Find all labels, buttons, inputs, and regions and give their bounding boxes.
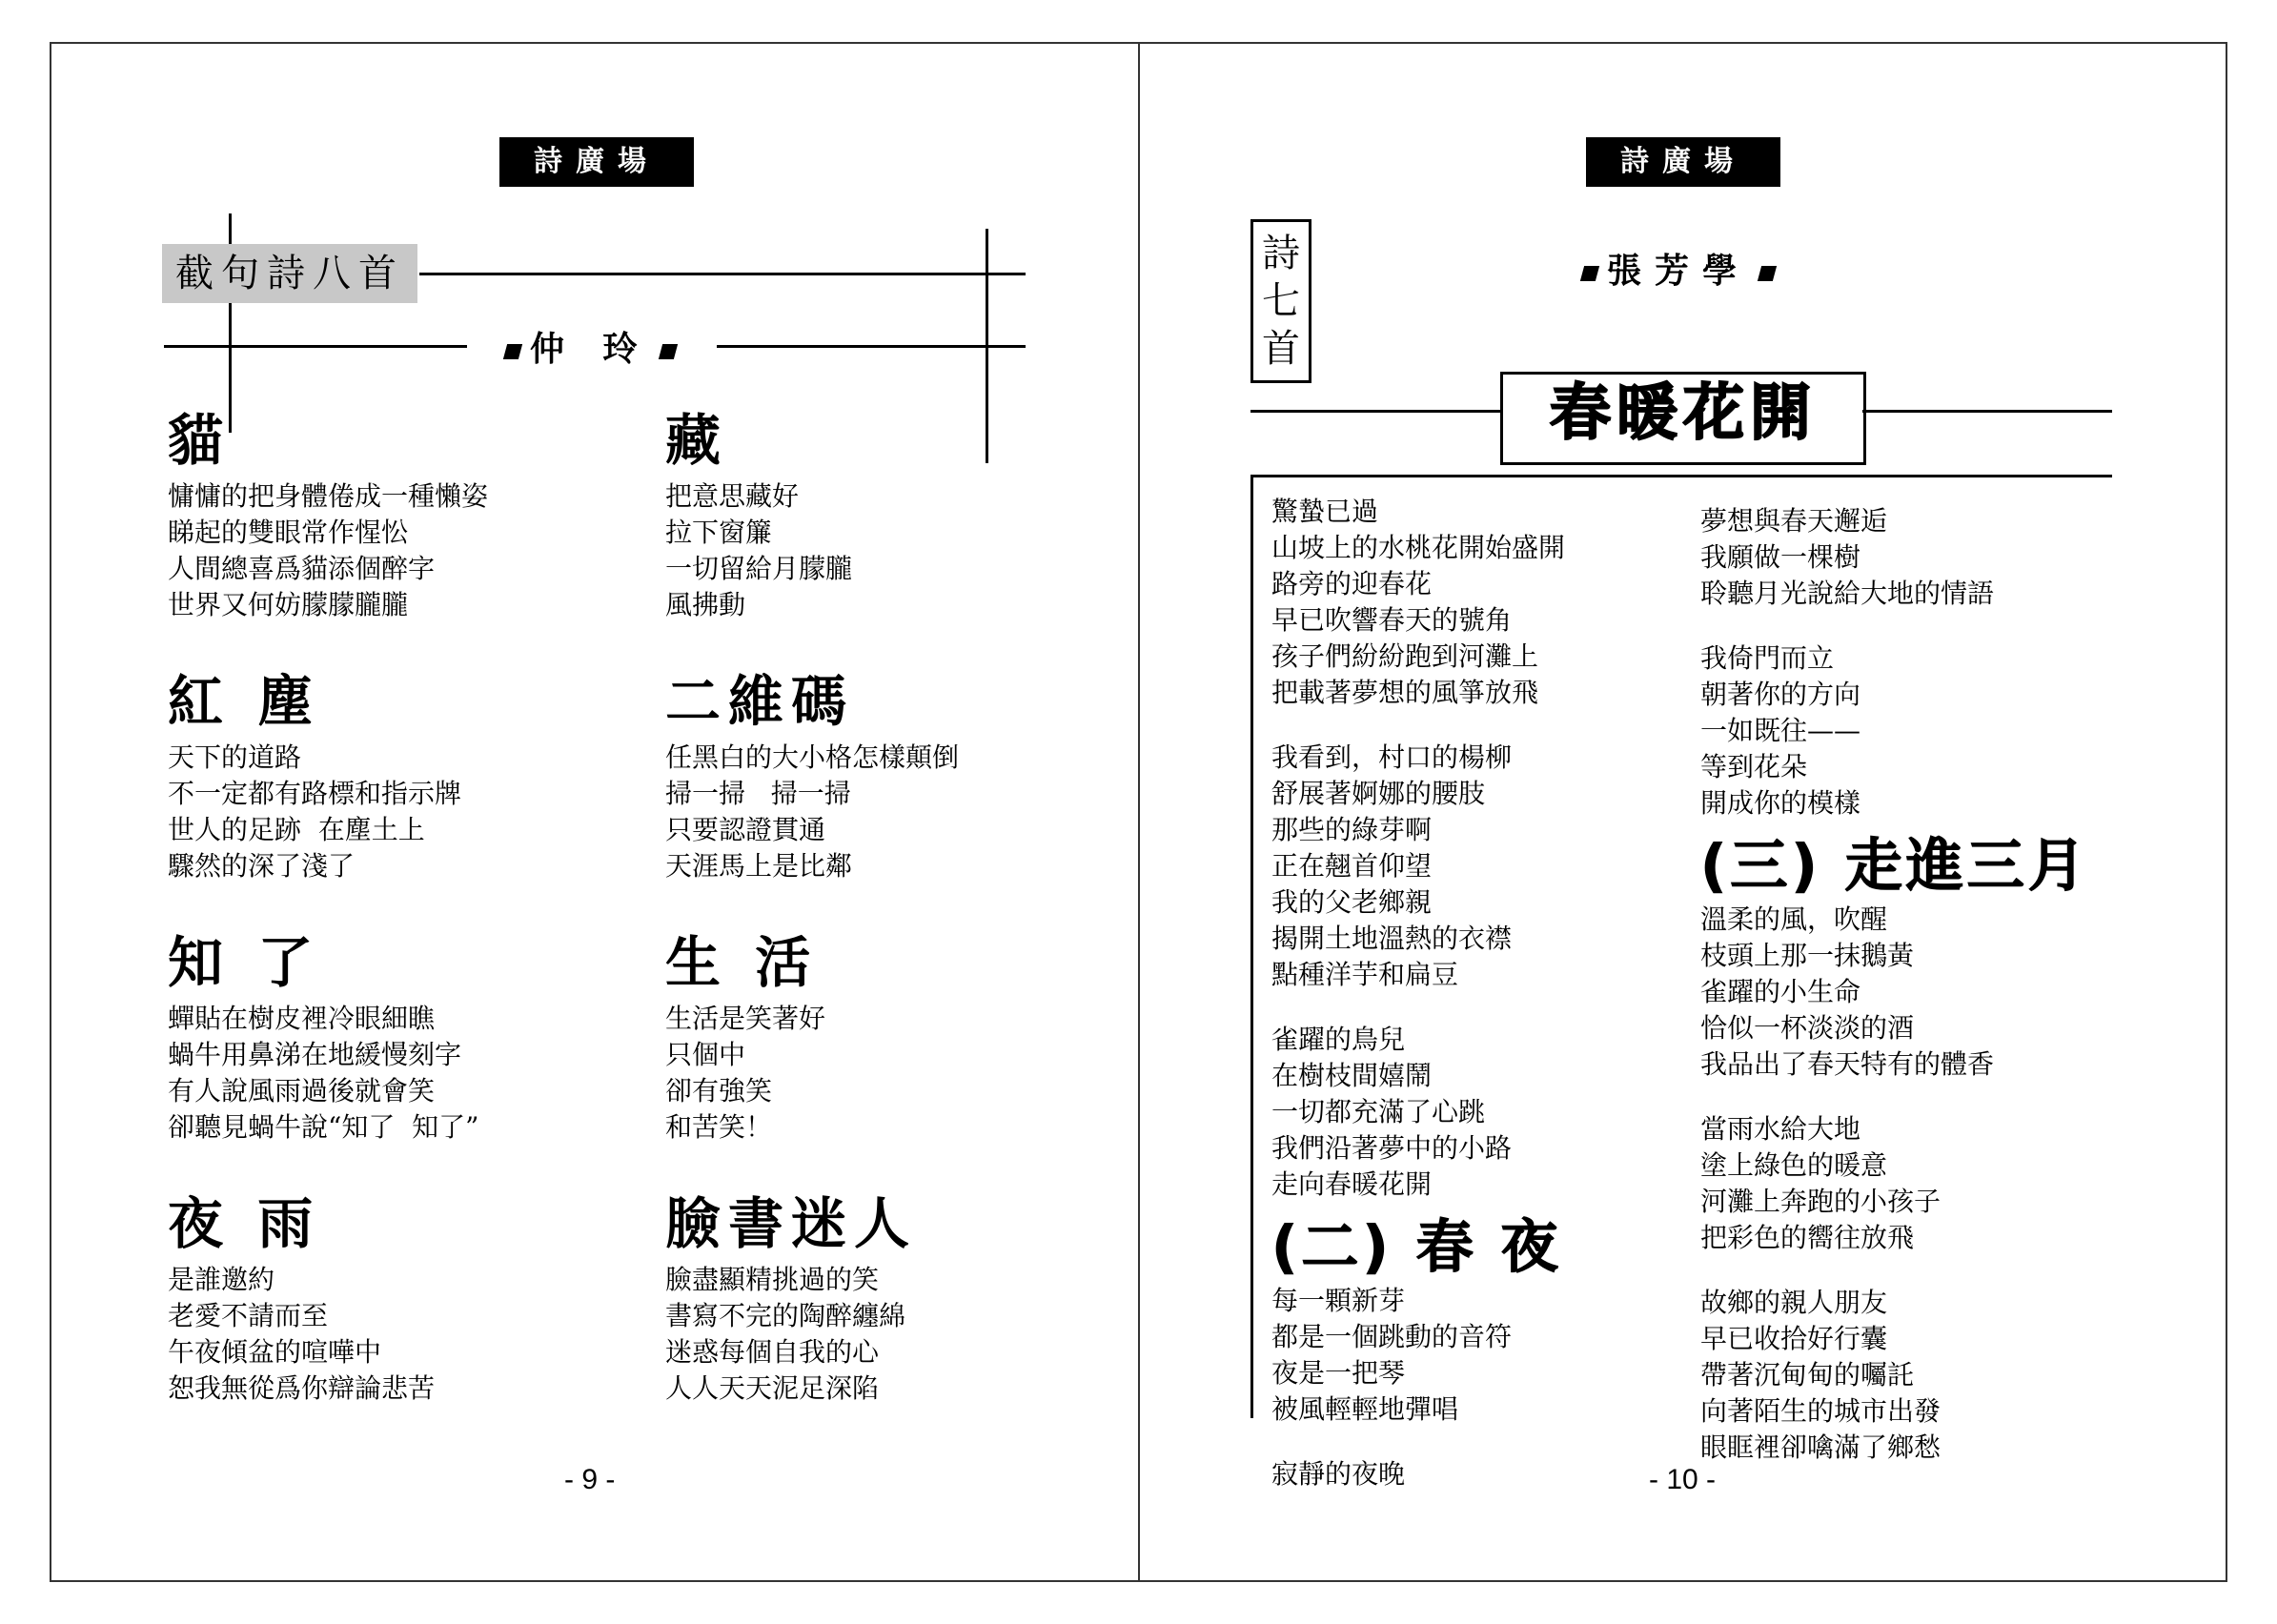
poem-line: 慵慵的把身體倦成一種懶姿 [168, 480, 489, 512]
poem-line: 人人天天泥足深陷 [665, 1372, 880, 1404]
book-spine [1138, 42, 1140, 1582]
poem-body [665, 1001, 825, 1146]
poem-line: 寂靜的夜晚 [1271, 1458, 1406, 1490]
poem-line: 每一顆新芽 [1271, 1285, 1406, 1316]
poem-line: 都是一個跳動的音符 [1271, 1321, 1513, 1352]
poem-line: 等到花朵 [1700, 751, 1808, 782]
poem-line: 當雨水給大地 [1700, 1113, 1861, 1145]
poem-line: 只個中 [665, 1039, 746, 1070]
series-title-char: 首 [1262, 327, 1300, 371]
series-title-char: 詩 [1262, 232, 1300, 275]
poem-line: 午夜傾盆的喧嘩中 [168, 1336, 382, 1368]
poem-line: 帶著沉甸甸的囑託 [1700, 1359, 1915, 1391]
poem-line: 雀躍的小生命 [1700, 976, 1861, 1007]
poem-line: 卻有強笑 [665, 1075, 773, 1106]
poem-line: 我願做一棵樹 [1700, 541, 1861, 573]
poem-line: 早已吹響春天的號角 [1271, 604, 1513, 636]
stanza [1271, 1283, 1565, 1428]
poem-line: 山坡上的水桃花開始盛開 [1271, 532, 1566, 563]
poem-line: 臉盡顯精挑過的笑 [665, 1264, 880, 1295]
poem-line: 聆聽月光說給大地的情語 [1700, 578, 1995, 609]
poem-line: 蟬貼在樹皮裡冷眼細瞧 [168, 1003, 436, 1034]
stanza [1700, 640, 2089, 822]
poem-line: 天下的道路 [168, 741, 302, 773]
header-label-right: 詩廣場 [1586, 137, 1780, 187]
poem-line: 睇起的雙眼常作惺忪 [168, 517, 409, 548]
poem-line: 恰似一杯淡淡的酒 [1700, 1012, 1915, 1044]
poem-line: 世人的足跡 在塵土上 [168, 814, 425, 845]
poem-column-1 [1271, 494, 1565, 1521]
poem-line: 早已收拾好行囊 [1700, 1323, 1888, 1354]
poem-line: 我倚門而立 [1700, 642, 1835, 674]
poem-line: 天涯馬上是比鄰 [665, 850, 853, 882]
poem-line: 溫柔的風，吹醒 [1700, 903, 1888, 935]
stanza [1700, 503, 2089, 612]
poem-line: 拉下窗簾 [665, 517, 773, 548]
frame-line [1250, 475, 1253, 1418]
poem-subtitle: (二) 春 夜 [1271, 1214, 1562, 1281]
poem-line: 驚蟄已過 [1271, 496, 1379, 527]
poem-line: 走向春暖花開 [1271, 1168, 1433, 1200]
poem-line: 故鄉的親人朋友 [1700, 1287, 1888, 1318]
poem-line: 河灘上奔跑的小孩子 [1700, 1186, 1942, 1217]
poem-line: 路旁的迎春花 [1271, 568, 1433, 599]
stanza [1271, 494, 1565, 711]
poem-line: 開成你的模樣 [1700, 787, 1861, 819]
poem-title: 生 活 [665, 930, 819, 995]
poem-line: 有人說風雨過後就會笑 [168, 1075, 436, 1106]
poem-line: 我品出了春天特有的體香 [1700, 1048, 1995, 1080]
poem-line: 只要認證貫通 [665, 814, 826, 845]
frame-line [419, 273, 1026, 275]
poem-line: 迷惑每個自我的心 [665, 1336, 880, 1368]
poem-line: 和苦笑！ [665, 1111, 773, 1143]
poem-line: 一切留給月朦朧 [665, 553, 853, 584]
frame-line [717, 345, 1026, 348]
poem-line: 把意思藏好 [665, 480, 800, 512]
poem-line: 是誰邀約 [168, 1264, 275, 1295]
stanza [1271, 1022, 1565, 1203]
poem-line: 驟然的深了淺了 [168, 850, 356, 882]
poem-line: 眼眶裡卻噙滿了鄉愁 [1700, 1431, 1942, 1463]
series-title: 截句詩八首 [162, 244, 417, 303]
main-poem-title-text: 春暖花開 [1550, 378, 1817, 449]
poem-title: 藏 [665, 408, 729, 473]
poem-line: 任黑白的大小格怎樣顛倒 [665, 741, 960, 773]
poem-line: 把彩色的嚮往放飛 [1700, 1222, 1915, 1253]
poem-line: 世界又何妨朦朦朧朧 [168, 589, 409, 620]
stanza [1271, 1456, 1565, 1492]
poem-line: 把載著夢想的風箏放飛 [1271, 677, 1539, 708]
poem-line: 恕我無從爲你辯論悲苦 [168, 1372, 436, 1404]
poem-title: 貓 [168, 408, 232, 473]
frame-line [1862, 410, 2112, 413]
poem-title: 臉書迷人 [665, 1191, 918, 1256]
poem-line: 夜是一把琴 [1271, 1357, 1406, 1389]
poem-body [168, 1001, 478, 1146]
poem-line: 不一定都有路標和指示牌 [168, 778, 462, 809]
poem-line: 朝著你的方向 [1700, 679, 1861, 710]
author-name [496, 322, 685, 371]
poem-body [665, 478, 852, 623]
frame-line [1250, 410, 1502, 413]
poem-line: 孩子們紛紛跑到河灘上 [1271, 640, 1539, 672]
poem-line: 生活是笑著好 [665, 1003, 826, 1034]
poem-line: 塗上綠色的暖意 [1700, 1149, 1888, 1181]
poem-line: 那些的綠芽啊 [1271, 814, 1433, 845]
stanza [1700, 902, 2089, 1083]
poem-line: 一如既往—— [1700, 715, 1861, 746]
page-number: - 9 - [564, 1464, 616, 1495]
poem-line: 掃一掃 掃一掃 [665, 778, 851, 809]
stanza [1271, 740, 1565, 993]
poem-line: 向著陌生的城市出發 [1700, 1395, 1942, 1427]
page-number: - 10 - [1649, 1464, 1717, 1495]
poem-line: 在樹枝間嬉鬧 [1271, 1060, 1433, 1091]
poem-line: 枝頭上那一抹鵝黃 [1700, 940, 1915, 971]
poem-line: 風拂動 [665, 589, 746, 620]
author-name [1573, 244, 1784, 293]
poem-body [665, 740, 959, 884]
series-title-vertical [1250, 219, 1311, 383]
stanza [1700, 1111, 2089, 1256]
poem-line: 書寫不完的陶醉纏綿 [665, 1300, 906, 1331]
series-title-text [1253, 230, 1309, 373]
poem-subtitle: (三) 走進三月 [1700, 833, 2089, 900]
poem-line: 蝸牛用鼻涕在地緩慢刻字 [168, 1039, 462, 1070]
poem-line: 我的父老鄉親 [1271, 886, 1433, 918]
poem-line: 雀躍的鳥兒 [1271, 1024, 1406, 1055]
poem-column-2 [1700, 503, 2089, 1494]
poem-body [168, 478, 488, 623]
poem-line: 我看到，村口的楊柳 [1271, 741, 1513, 773]
series-title-char: 七 [1262, 279, 1300, 323]
header-label-left: 詩廣場 [499, 137, 694, 187]
poem-title: 知 了 [168, 930, 321, 995]
poem-title: 夜 雨 [168, 1191, 321, 1256]
stanza [1700, 1285, 2089, 1466]
author-name-text: 仲 玲 [530, 329, 651, 369]
poem-line: 正在翹首仰望 [1271, 850, 1433, 882]
poem-body [168, 1262, 435, 1407]
author-name-text: 張芳學 [1607, 251, 1751, 291]
poem-body [168, 740, 461, 884]
poem-line: 點種洋芋和扁豆 [1271, 959, 1459, 990]
poem-line: 老愛不請而至 [168, 1300, 329, 1331]
poem-line: 夢想與春天邂逅 [1700, 505, 1888, 537]
frame-line [1250, 475, 2112, 477]
main-poem-title [1500, 372, 1866, 465]
poem-title: 二維碼 [665, 669, 855, 734]
poem-title: 紅 塵 [168, 669, 321, 734]
poem-line: 人間總喜爲貓添個醉字 [168, 553, 436, 584]
poem-line: 被風輕輕地彈唱 [1271, 1393, 1459, 1425]
poem-line: 卻聽見蝸牛說“知了 知了” [168, 1111, 479, 1143]
poem-line: 舒展著婀娜的腰肢 [1271, 778, 1486, 809]
poem-body [665, 1262, 905, 1407]
poem-line: 一切都充滿了心跳 [1271, 1096, 1486, 1127]
poem-line: 我們沿著夢中的小路 [1271, 1132, 1513, 1164]
poem-line: 揭開土地溫熱的衣襟 [1271, 923, 1513, 954]
frame-line [164, 345, 467, 348]
